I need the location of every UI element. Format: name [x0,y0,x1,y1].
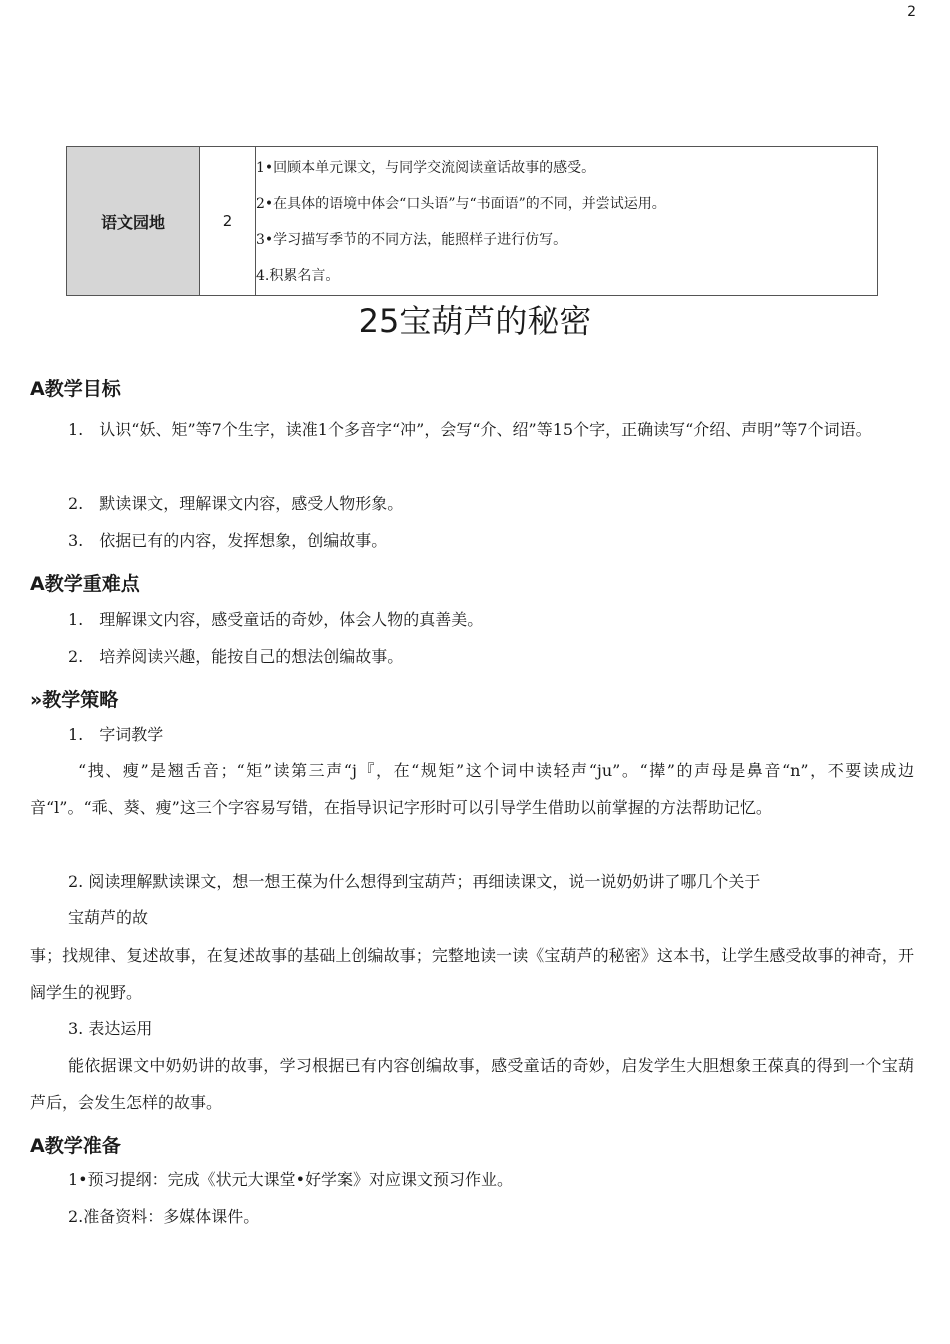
unit-name-cell: 语文园地 [67,147,200,296]
strategy-item-title: 3. 表达运用 [68,1019,153,1038]
goal-item: 2•在具体的语境中体会“口头语”与“书面语”的不同，并尝试运用。 [256,196,666,212]
unit-goals-cell [256,147,878,296]
unit-hours-cell: 2 [200,147,256,296]
goal-item: 4.积累名言。 [256,268,340,284]
page-title: 25宝葫芦的秘密 [358,302,592,340]
goal-paragraph: 2. 默读课文，理解课文内容，感受人物形象。 [68,494,404,513]
strategy-paragraph: “拽、瘦”是翘舌音；“矩”读第三声“j『，在“规矩”这个词中读轻声“ju”。“撵”的声母是鼻音“n”，不要读成边音“l”。“乖、葵、瘦”这三个字容易写错，在指导识记字形时可以引导学生借助以前掌握的方法帮助记忆。 [30,761,914,817]
preparation-paragraph: 2.准备资料：多媒体课件。 [68,1207,260,1226]
goal-paragraph: 1. 认识“妖、矩”等7个生字，读准1个多音字“冲”，会写“介、绍”等15个字，正确读写“介绍、声明”等7个词语。 [68,420,872,439]
strategy-paragraph: 能依据课文中奶奶讲的故事，学习根据已有内容创编故事，感受童话的奇妙，启发学生大胆想象王葆真的得到一个宝葫芦后，会发生怎样的故事。 [30,1056,914,1112]
section-heading-key-points: A教学重难点 [30,573,140,595]
strategy-item-title: 1. 字词教学 [68,725,164,744]
goal-item: 1•回顾本单元课文，与同学交流阅读童话故事的感受。 [256,160,596,176]
section-heading-goals: A教学目标 [30,378,121,400]
strategy-paragraph: 事；找规律、复述故事，在复述故事的基础上创编故事；完整地读一读《宝葫芦的秘密》这本书，让学生感受故事的神奇，开阔学生的视野。 [30,946,914,1002]
goal-paragraph: 3. 依据已有的内容，发挥想象，创编故事。 [68,531,388,550]
preparation-paragraph: 1•预习提纲：完成《状元大课堂•好学案》对应课文预习作业。 [68,1170,514,1189]
strategy-item-title: 2. 阅读理解默读课文，想一想王葆为什么想得到宝葫芦；再细读课文，说一说奶奶讲了哪几个关于 [68,872,761,891]
unit-table [66,146,878,296]
goal-item: 3•学习描写季节的不同方法，能照样子进行仿写。 [256,232,568,248]
section-heading-strategy: »教学策略 [30,689,119,711]
key-point-paragraph: 1. 理解课文内容，感受童话的奇妙，体会人物的真善美。 [68,610,484,629]
key-point-paragraph: 2. 培养阅读兴趣，能按自己的想法创编故事。 [68,647,404,666]
section-heading-preparation: A教学准备 [30,1135,121,1157]
strategy-item-title: 宝葫芦的故 [68,908,149,927]
table-row [67,147,878,296]
page-number: 2 [907,4,916,20]
